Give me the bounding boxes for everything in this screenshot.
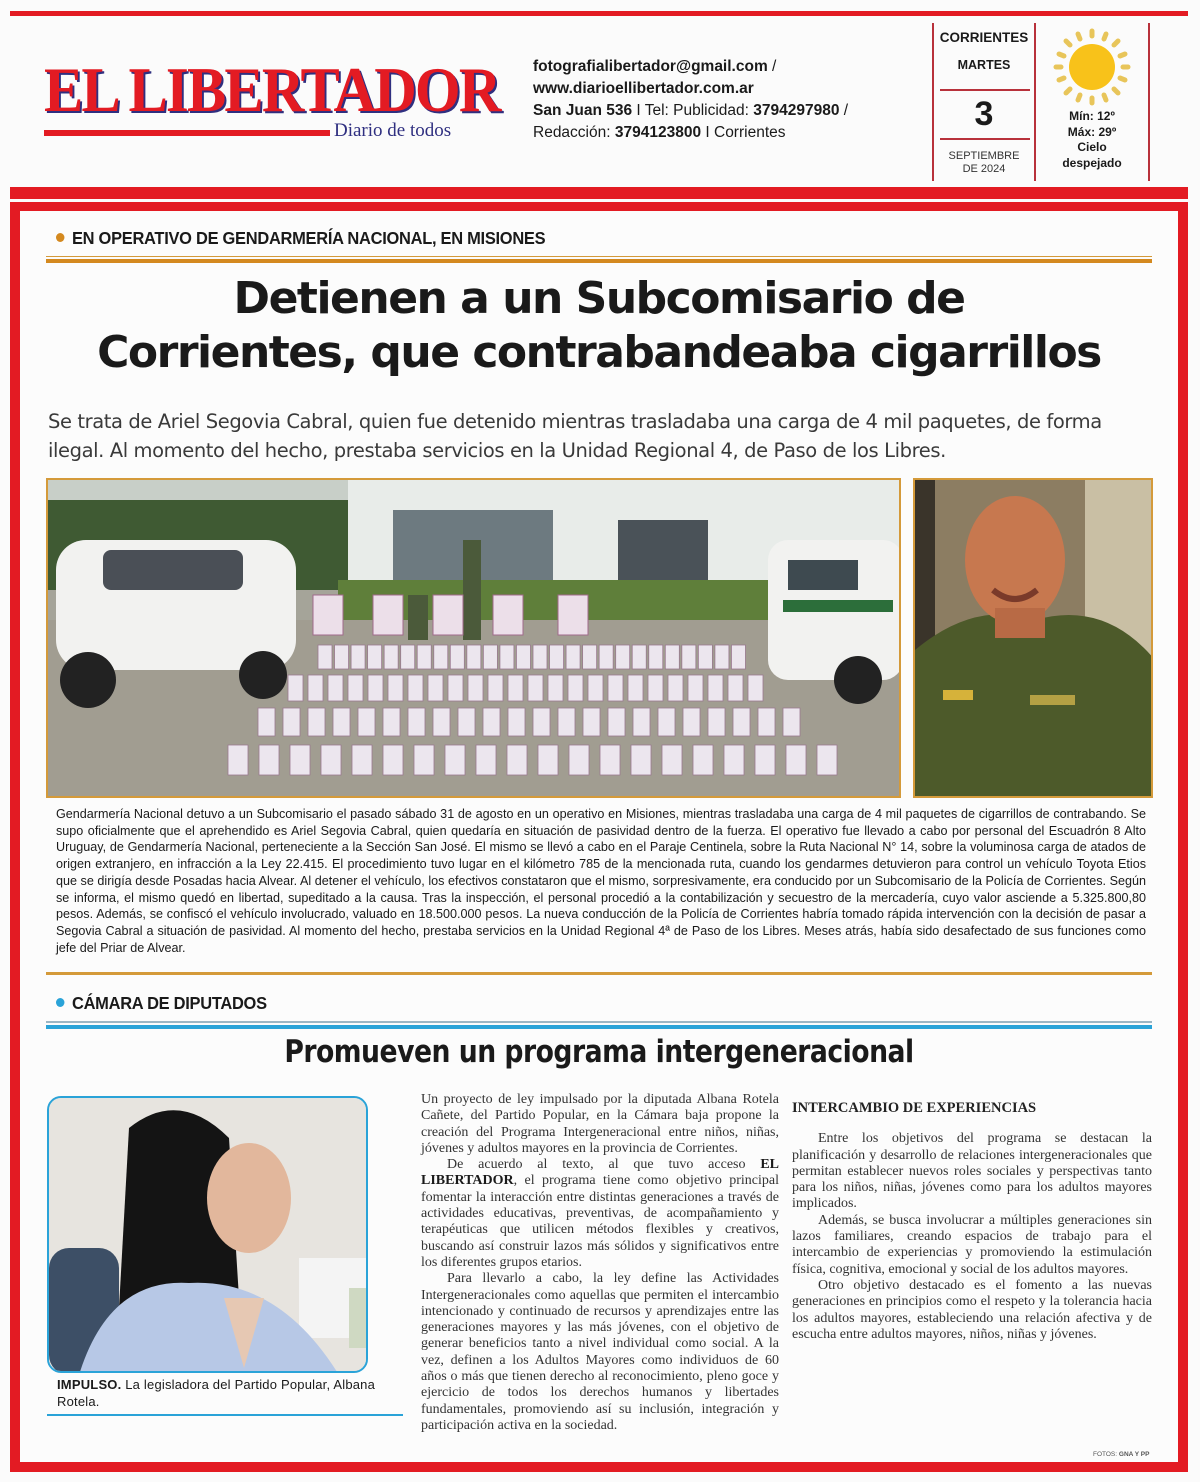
cigarette-pack <box>538 745 558 775</box>
cigarette-pack <box>533 645 547 669</box>
cigarette-pack <box>352 745 372 775</box>
photo-credit <box>1093 1451 1149 1458</box>
contact-newsroom-label: Redacción: <box>533 124 615 141</box>
date-divider <box>940 138 1030 140</box>
cigarette-pack <box>569 745 589 775</box>
cigarette-pack <box>428 675 443 701</box>
article2-paragraph-5: Además, se busca involucrar a múltiples generaciones sin lazos familiares, creando espacios de trabajo para el intercambio de experiencias y promoviendo la estimulación física, cognitiva, emocional y social de los adultos mayores. <box>792 1212 1152 1277</box>
weather-max: Máx: 29º <box>1067 124 1117 139</box>
bullet-icon <box>56 233 64 242</box>
cigarette-pack <box>516 645 530 669</box>
caption-text: La legisladora del Partido Popular, Albana Rotela. <box>57 1377 376 1409</box>
date-month: SEPTIEMBRE <box>948 150 1020 162</box>
cigarette-pack <box>488 675 503 701</box>
photo-scene <box>48 480 901 798</box>
cigarette-pack <box>458 708 475 736</box>
cigarette-pack <box>483 645 497 669</box>
contact-tel-sep: / <box>839 102 849 119</box>
article1-kicker-text: EN OPERATIVO DE GENDARMERÍA NACIONAL, EN MISIONES <box>71 228 546 248</box>
cigarette-pack <box>566 645 580 669</box>
kicker-rule-thin <box>46 256 1152 257</box>
cigarette-pack <box>628 675 643 701</box>
cigarette-pack <box>417 645 431 669</box>
cigarette-pack <box>548 675 563 701</box>
cigarette-pack <box>683 708 700 736</box>
contact-tel-label: I Tel: Publicidad: <box>632 102 754 119</box>
cigarette-pack <box>483 708 500 736</box>
cigarette-pack <box>508 708 525 736</box>
cigarette-pack <box>388 675 403 701</box>
article2-paragraph-4: Entre los objetivos del programa se destacan la planificación y desarrollo de relaciones intergeneracionales que permitan establecer nuevos roles sociales y perspectivas tanto para los niños, niñas, jóvenes como para los adultos mayores implicados. <box>792 1131 1152 1212</box>
legislator-scene <box>49 1098 368 1373</box>
cigarette-pack <box>401 645 415 669</box>
cigarette-pack <box>408 675 423 701</box>
article1-body: Gendarmería Nacional detuvo a un Subcomisario el pasado sábado 31 de agosto en un operativo en Misiones, mientras trasladaba una carga de 4 mil paquetes de cigarrillos de contrabando. Se supo oficialmente que el aprehendido es Ariel Segovia Cabral, quien quedaría en situación de pasividad dentro de la fuerza. El operativo fue llevado a cabo por personal del Escuadrón 8 Alto Uruguay, de Gendarmería Nacional, perteneciente a la Sección San José. El mismo se llevó a cabo en el Paraje Centinela, sobre la Ruta Nacional N° 14, sobre la voluminosa carga de atados de origen extranjero, en infracción a la Ley 22.415. El procedimiento tuvo lugar en el kilómetro 785 de la mencionada ruta, cuando los gendarmes detuvieron para control un vehículo Toyota Etios que se dirigía desde Posadas hacia Alvear. Al detener el vehículo, los efectivos constataron que el mismo, sorpresivamente, era conducido por un Subcomisario de la Policía de Corrientes. Según se informa, el mismo quedó en libertad, supeditado a la causa. Tras la inspección, el personal procedió a la contabilización y secuestro de la mercadería, cuyo valor asciende a 5.325.800,80 pesos. Además, se confiscó el vehículo involucrado, valuado en 18.500.000 pesos. La nueva conducción de la Policía de Corrientes habría tomado rápida intervención con la decisión de pasar a Segovia Cabral a situación de pasividad. Al momento del hecho, prestaba servicios en la Unidad Regional 4ª de Paso de los Libres. Meses atrás, había sido desafectado de sus funciones como jefe del Priar de Alvear. <box>56 807 1146 955</box>
cigarette-pack <box>259 745 279 775</box>
weather-condition-1: Cielo <box>1077 140 1107 154</box>
cigarette-pack <box>698 645 712 669</box>
cigarette-pack <box>318 645 332 669</box>
logo-underline <box>44 130 330 136</box>
cigarette-pack <box>434 645 448 669</box>
legislator-photo-caption <box>57 1376 403 1410</box>
cigarette-pack <box>507 745 527 775</box>
cigarette-pack <box>600 745 620 775</box>
cigarette-pack <box>558 708 575 736</box>
cigarette-pack <box>715 645 729 669</box>
cigarette-pack <box>668 675 683 701</box>
cigarette-pack <box>568 675 583 701</box>
date-box <box>932 23 1036 181</box>
article2-kicker <box>56 993 267 1014</box>
cigarette-pack <box>308 675 323 701</box>
cigarette-pack <box>368 675 383 701</box>
date-weekday: MARTES <box>957 58 1011 72</box>
cigarette-pack <box>733 708 750 736</box>
contact-address: San Juan 536 <box>533 102 633 119</box>
cigarette-pack <box>335 645 349 669</box>
cigarette-pack <box>445 745 465 775</box>
cigarette-pack <box>631 745 651 775</box>
cigarette-pack <box>688 675 703 701</box>
sun-icon <box>1052 27 1132 107</box>
logo-subtitle: Diario de todos <box>334 120 452 141</box>
article2-paragraph-1: Un proyecto de ley impulsado por la diputada Albana Rotela Cañete, del Partido Popular, en la Cámara baja propone la creación del Programa Intergeneracional entre niños, niñas, jóvenes y adultos mayores en la provincia de Corrientes. <box>421 1092 779 1156</box>
contact-info <box>533 56 848 144</box>
cigarette-pack <box>682 645 696 669</box>
cigarette-pack <box>290 745 310 775</box>
cigarette-pack <box>351 645 365 669</box>
article1-headline-line1: Detienen a un Subcomisario de <box>233 273 965 324</box>
cigarette-pack <box>528 675 543 701</box>
article1-headline[interactable] <box>46 272 1152 380</box>
credit-value: GNA Y PP <box>1118 1451 1150 1458</box>
cigarette-pack <box>550 645 564 669</box>
bullet-icon <box>56 998 64 1007</box>
cigarette-pack <box>665 645 679 669</box>
suspect-portrait-photo <box>913 478 1153 798</box>
cigarette-pack <box>583 708 600 736</box>
cigarette-pack <box>599 645 613 669</box>
p2-bold: EL LIBERTADOR <box>421 1157 779 1189</box>
article1-deck: Se trata de Ariel Segovia Cabral, quien fue detenido mientras trasladaba una carga de 4 mil paquetes, de forma ilegal. Al momento del hecho, prestaba servicios en la Unidad Regional 4, de Paso de los Libres. <box>48 410 1102 462</box>
contact-website[interactable]: www.diarioellibertador.com.ar <box>533 80 754 97</box>
article1-bottom-rule <box>46 972 1152 975</box>
cigarette-pack <box>476 745 496 775</box>
portrait-scene <box>915 480 1153 798</box>
cigarette-pack <box>533 708 550 736</box>
article2-column-2 <box>792 1090 1152 1343</box>
cigarette-pack <box>731 645 745 669</box>
article2-paragraph-6: Otro objetivo destacado es el fomento a las nuevas generaciones en principios como el respeto y la tolerancia hacia los adultos mayores, estableciendo una relación afectiva y de escucha entre adultos mayores, niños, niñas y jóvenes. <box>792 1277 1152 1342</box>
cigarette-pack <box>500 645 514 669</box>
cigarette-pack <box>583 645 597 669</box>
cigarette-pack <box>588 675 603 701</box>
cigarette-pack <box>649 645 663 669</box>
contact-newsroom-number: 3794123800 <box>614 124 702 141</box>
date-day: 3 <box>974 95 994 133</box>
cigarette-pack <box>328 675 343 701</box>
date-year: DE 2024 <box>962 163 1006 175</box>
cigarette-pack <box>786 745 806 775</box>
contact-email[interactable]: fotografialibertador@gmail.com <box>533 58 768 75</box>
cigarette-pack <box>368 645 382 669</box>
kicker-rule-thick <box>46 259 1152 263</box>
weather-min: Mín: 12º <box>1069 109 1115 123</box>
article2-kicker-text: CÁMARA DE DIPUTADOS <box>71 993 267 1013</box>
article2-subhead: INTERCAMBIO DE EXPERIENCIAS <box>792 1100 1037 1116</box>
cigarette-pack <box>383 708 400 736</box>
contact-email-sep: / <box>767 58 777 75</box>
cigarette-pack <box>414 745 434 775</box>
article2-paragraph-2 <box>421 1157 779 1271</box>
kicker-rule-thick <box>46 1025 1152 1029</box>
cigarette-pack <box>448 675 463 701</box>
contact-tel-number: 3794297980 <box>753 102 840 119</box>
cigarette-pack <box>333 708 350 736</box>
cigarette-pack <box>283 708 300 736</box>
cigarette-pack <box>608 708 625 736</box>
weather-box <box>1036 23 1150 181</box>
cigarette-pack <box>508 675 523 701</box>
p2-pre: De acuerdo al texto, al que tuvo acceso <box>447 1157 761 1173</box>
masthead-logo[interactable] <box>44 54 500 142</box>
cigarette-pack <box>662 745 682 775</box>
cigarette-pack <box>708 675 723 701</box>
logo-title: EL LIBERTADOR <box>44 54 500 125</box>
cigarette-pack <box>755 745 775 775</box>
cigarette-pack <box>308 708 325 736</box>
cigarette-pack <box>433 708 450 736</box>
contact-city: I Corrientes <box>701 124 786 141</box>
p2-post: , el programa tiene como objetivo principal fomentar la interacción entre distintas generaciones a través de actividades educativas, preventivas, de acompañamiento y terapéuticas que utilicen métodos flexibles y creativos, buscando así construir lazos más sólidos y significativos entre los diferentes grupos etarios. <box>421 1173 779 1270</box>
weather-condition-2: despejado <box>1062 155 1122 170</box>
cigarette-pack <box>228 745 248 775</box>
cigarette-pack <box>693 745 713 775</box>
date-divider <box>940 89 1030 91</box>
article2-paragraph-3: Para llevarlo a cabo, la ley define las Actividades Intergeneracionales como aquellas que permiten el intercambio intencionado y continuado de recursos y aprendizajes entre las generaciones mayores y las más jóvenes, con el objetivo de generar beneficios tanto a nivel individual como social. A la vez, definen a los Adultos Mayores como individuos de 60 años o más que tienen derecho al reconocimiento, pleno goce y ejercicio de todos los derechos humanos y libertades fundamentales, promoviendo así su inclusión, integración y participación activa en la sociedad. <box>421 1271 779 1433</box>
seized-cigarettes-photo <box>46 478 901 798</box>
cigarette-pack <box>758 708 775 736</box>
cigarette-pack <box>724 745 744 775</box>
cigarette-pack <box>467 645 481 669</box>
cigarette-pack <box>321 745 341 775</box>
cigarette-pack <box>468 675 483 701</box>
date-month-year <box>934 150 1034 176</box>
article2-headline[interactable]: Promueven un programa intergeneracional <box>284 1034 914 1070</box>
cigarette-pack <box>748 675 763 701</box>
caption-lead: IMPULSO. <box>57 1377 122 1392</box>
cigarette-pack <box>383 745 403 775</box>
top-rule <box>10 11 1188 16</box>
cigarette-pack <box>616 645 630 669</box>
cigarette-pack <box>288 675 303 701</box>
cigarette-pack <box>384 645 398 669</box>
weather-temps <box>1036 109 1148 171</box>
cigarette-pack <box>258 708 275 736</box>
credit-label: FOTOS: <box>1093 1451 1119 1458</box>
cigarette-pack <box>708 708 725 736</box>
cigarette-pack <box>358 708 375 736</box>
cigarette-pack <box>783 708 800 736</box>
cigarette-pack <box>450 645 464 669</box>
cigarette-pack <box>408 708 425 736</box>
kicker-rule-thin <box>46 1021 1152 1023</box>
article1-kicker <box>56 228 545 249</box>
cigarette-pack <box>728 675 743 701</box>
cigarette-pack <box>633 708 650 736</box>
date-city: CORRIENTES <box>939 30 1029 45</box>
cigarette-pack <box>608 675 623 701</box>
article2-column-1 <box>421 1092 779 1434</box>
header-rule <box>10 187 1188 199</box>
article1-headline-line2: Corrientes, que contrabandeaba cigarrillos <box>97 327 1101 378</box>
caption-rule <box>47 1414 403 1416</box>
legislator-photo <box>47 1096 368 1373</box>
cigarette-pack <box>658 708 675 736</box>
cigarette-pack <box>348 675 363 701</box>
cigarette-pack <box>648 675 663 701</box>
cigarette-pack <box>632 645 646 669</box>
cigarette-pack <box>817 745 837 775</box>
